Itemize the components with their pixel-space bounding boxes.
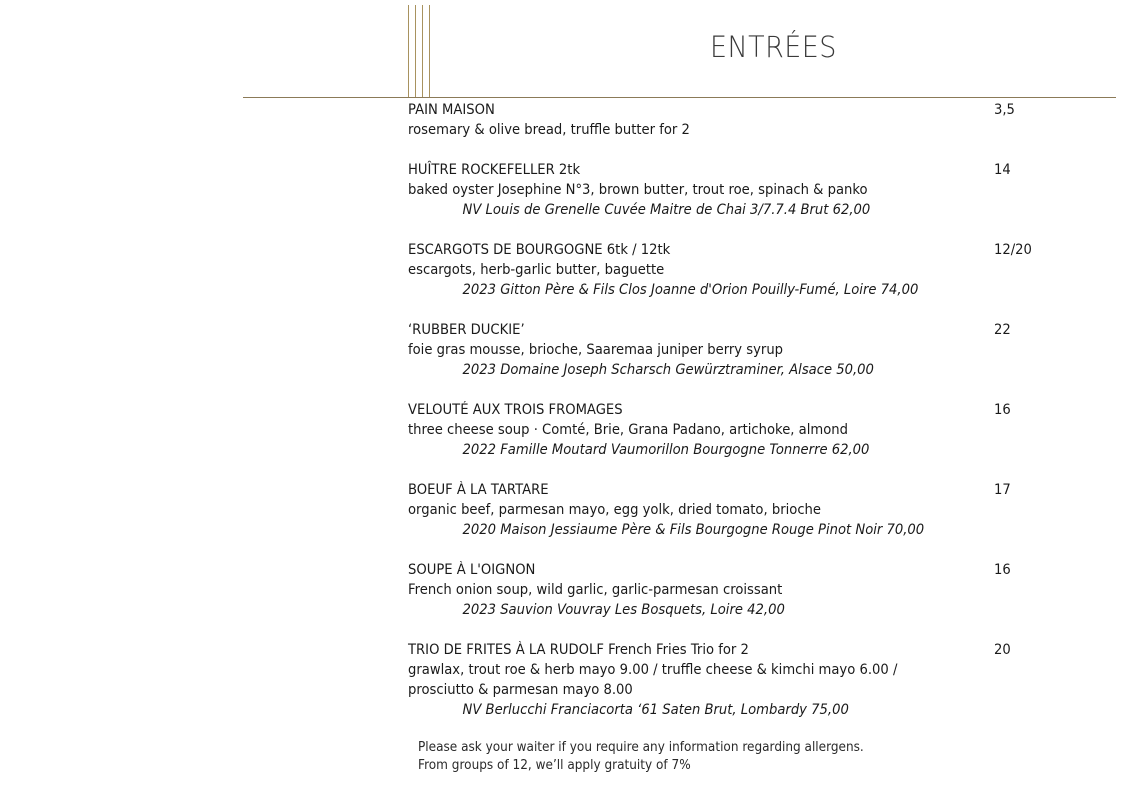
wine-pairing: 2023 Domaine Joseph Scharsch Gewürztraminer, Alsace 50,00 — [462, 362, 874, 378]
dish-description: baked oyster Josephine N°3, brown butter, trout roe, spinach & panko — [408, 182, 868, 198]
menu-item — [408, 560, 1088, 620]
dish-description: prosciutto & parmesan mayo 8.00 — [408, 682, 633, 698]
dish-name: BOEUF À LA TARTARE — [408, 482, 549, 498]
dish-name: SOUPE À L'OIGNON — [408, 562, 536, 578]
wine-pairing: 2022 Famille Moutard Vaumorillon Bourgogne Tonnerre 62,00 — [462, 442, 870, 458]
dish-description: escargots, herb-garlic butter, baguette — [408, 262, 665, 278]
dish-description: rosemary & olive bread, truffle butter for 2 — [408, 122, 690, 138]
wine-pairing: 2023 Gitton Père & Fils Clos Joanne d'Orion Pouilly-Fumé, Loire 74,00 — [462, 282, 919, 298]
dish-name: ‘RUBBER DUCKIE’ — [408, 322, 525, 338]
dish-name: HUÎTRE ROCKEFELLER 2tk — [408, 162, 581, 178]
dish-description: grawlax, trout roe & herb mayo 9.00 / truffle cheese & kimchi mayo 6.00 / — [408, 662, 898, 678]
dish-description: three cheese soup · Comté, Brie, Grana Padano, artichoke, almond — [408, 422, 848, 438]
decorative-vertical-lines — [408, 5, 434, 97]
dish-description: foie gras mousse, brioche, Saaremaa juniper berry syrup — [408, 342, 784, 358]
dish-price: 16 — [994, 562, 1011, 578]
wine-pairing: 2023 Sauvion Vouvray Les Bosquets, Loire 42,00 — [462, 602, 785, 618]
allergen-note: Please ask your waiter if you require any information regarding allergens. — [418, 740, 864, 755]
footer-notes — [418, 739, 864, 775]
dish-name: VELOUTÉ AUX TROIS FROMAGES — [408, 402, 623, 418]
menu-item — [408, 320, 1088, 380]
dish-price: 20 — [994, 642, 1011, 658]
menu-item — [408, 640, 1088, 720]
dish-price: 22 — [994, 322, 1011, 338]
wine-pairing: NV Berlucchi Franciacorta ‘61 Saten Brut, Lombardy 75,00 — [462, 702, 849, 718]
menu-item — [408, 480, 1088, 540]
menu-item — [408, 240, 1088, 300]
dish-price: 16 — [994, 402, 1011, 418]
wine-pairing: NV Louis de Grenelle Cuvée Maitre de Chai 3/7.7.4 Brut 62,00 — [462, 202, 871, 218]
dish-description: organic beef, parmesan mayo, egg yolk, dried tomato, brioche — [408, 502, 821, 518]
menu-list — [408, 100, 1088, 740]
dish-price: 17 — [994, 482, 1011, 498]
wine-pairing: 2020 Maison Jessiaume Père & Fils Bourgogne Rouge Pinot Noir 70,00 — [462, 522, 925, 538]
gratuity-note: From groups of 12, we’ll apply gratuity of 7% — [418, 758, 691, 773]
dish-price: 14 — [994, 162, 1011, 178]
dish-description: French onion soup, wild garlic, garlic-parmesan croissant — [408, 582, 783, 598]
dish-price: 12/20 — [994, 242, 1032, 258]
dish-name: ESCARGOTS DE BOURGOGNE 6tk / 12tk — [408, 242, 671, 258]
menu-item — [408, 100, 1088, 140]
dish-name: PAIN MAISON — [408, 102, 495, 118]
menu-item — [408, 160, 1088, 220]
dish-price: 3,5 — [994, 102, 1015, 118]
page-title: ENTRÉES — [710, 30, 837, 64]
dish-name: TRIO DE FRITES À LA RUDOLF French Fries Trio for 2 — [408, 642, 749, 658]
menu-item — [408, 400, 1088, 460]
header-divider — [243, 97, 1116, 98]
